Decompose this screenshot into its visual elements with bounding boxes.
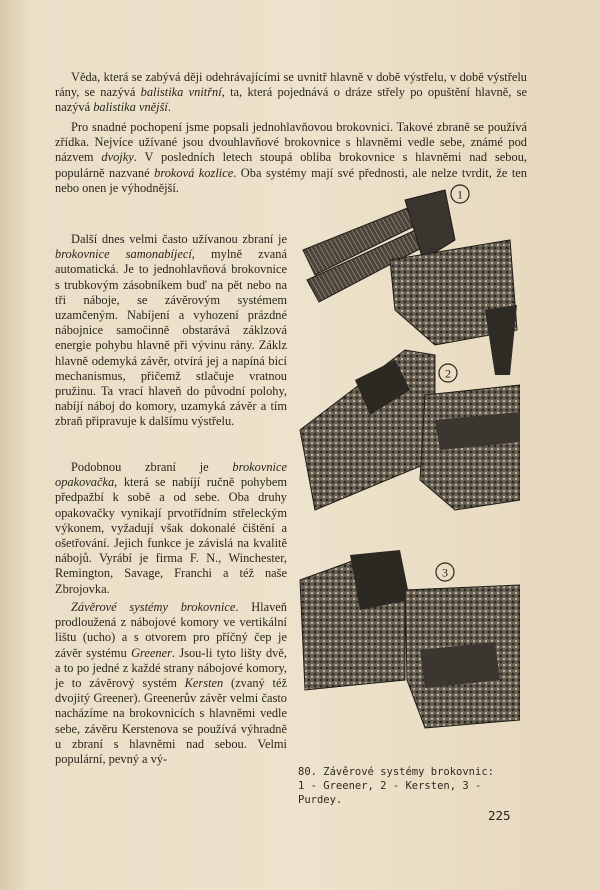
text: Pro snadné pochopení jsme popsali jednohlavňovou brokovnici. Takové zbraně se používá zřídka. Nejvíce užívané jsou dvouhlavňové brokovnice s hlavněmi vedle sebe, známé pod názvem (55, 120, 527, 165)
text: (zvaný též dvojitý Greener). Greenerův závěr velmi často nacházíme na brokovnicích s hlavněmi vedle sebe, závěru Kerstenova se používá výhradně u zbraní s hlavněmi nad sebou. Velmi populární, pevný a vý- (55, 676, 287, 767)
term-opakovacka: brokovnice opakovačka (55, 460, 287, 490)
kersten-breech-image (300, 350, 520, 510)
term-external-ballistics: balistika vnější (93, 100, 168, 115)
paragraph-ballistics (55, 70, 527, 116)
text: Další dnes velmi často užívanou zbraní je (71, 232, 287, 246)
term-internal-ballistics: balistika vnitřní (140, 85, 222, 100)
breech-systems-illustration (295, 180, 520, 740)
term-samonabijeci: brokovnice samonabíjecí (55, 247, 192, 262)
term-greener: Greener (131, 645, 172, 660)
text: . Oba systémy mají své přednosti, ale nelze tvrdit, že ten nebo onen je výhodnější. (55, 165, 527, 195)
purdey-breech-image (300, 550, 520, 728)
paragraph-pump-action (55, 460, 287, 597)
text: . Hlaveň prodloužená z nábojové komory ve vertikální lištu (ucho) a s otvorem pro příčný čep je závěr systému (55, 600, 287, 660)
text: . V posledních letech stoupá obliba brokovnice s hlavněmi nad sebou, populárně nazvané (55, 150, 527, 180)
term-kersten: Kersten (184, 676, 224, 691)
text: , ta, která pojednává o dráze střely po opuštění hlavně, se nazývá (55, 85, 527, 115)
term-dvojky: dvojky (101, 150, 134, 165)
figure-label-3: 3 (442, 565, 448, 580)
figure-caption (298, 765, 518, 807)
figure-label-1: 1 (457, 187, 463, 202)
figure-label-2: 2 (445, 366, 451, 381)
caption-title: 80. Závěrové systémy brokovnic: (298, 766, 494, 778)
paragraph-breech-systems (55, 600, 287, 767)
greener-breech-image (303, 187, 517, 375)
section-heading-inline: Závěrové systémy brokovnice (71, 600, 236, 614)
text: , mylně zvaná automatická. Je to jednohlavňová brokovnice s trubkovým zásobníkem buď na pět nebo na tři náboje, se závěrovým systémem uzamčeným. Nabíjení a vyhození prázdné nábojnice samočinně obstarává záklzová energie pohybu hlavně při vývinu rány. Záklz hlavně odemyká závěr, otvírá jej a napíná bicí mechanismus, přičemž stlačuje vratnou pružinu. Ta vrací hlaveň do původní polohy, nabíjí náboj do komory, uzamyká závěr a tím zbraň připravuje k dalšímu výstřelu. (55, 247, 287, 429)
page-number: 225 (488, 808, 511, 823)
text: Podobnou zbraní je (71, 460, 209, 474)
text: . Jsou-li tyto lišty dvě, a to po jedné z každé strany nábojové komory, je to závěrový systém (55, 645, 287, 691)
text: Věda, která se zabývá ději odehrávajícími se uvnitř hlavně v době výstřelu, v době výstřelu rány, se nazývá (55, 70, 527, 100)
text: , která se nabíjí ručně pohybem předpažbí k sobě a od sebe. Oba druhy opakovačky vynikají prvotřídním střeleckým výkonem, vyžadují však dokonalé čištění a ošetřování. Jejich funkce je závislá na kvalitě nábojů. Vyrábí je firma F. N., Winchester, Remington, Savage, Franchi a též naše Zbrojovka. (55, 475, 287, 596)
text: . (167, 100, 171, 115)
term-kozlice: broková kozlice (154, 165, 234, 180)
caption-legend: 1 - Greener, 2 - Kersten, 3 - Purdey. (298, 780, 482, 806)
paragraph-semiautomatic (55, 232, 287, 430)
